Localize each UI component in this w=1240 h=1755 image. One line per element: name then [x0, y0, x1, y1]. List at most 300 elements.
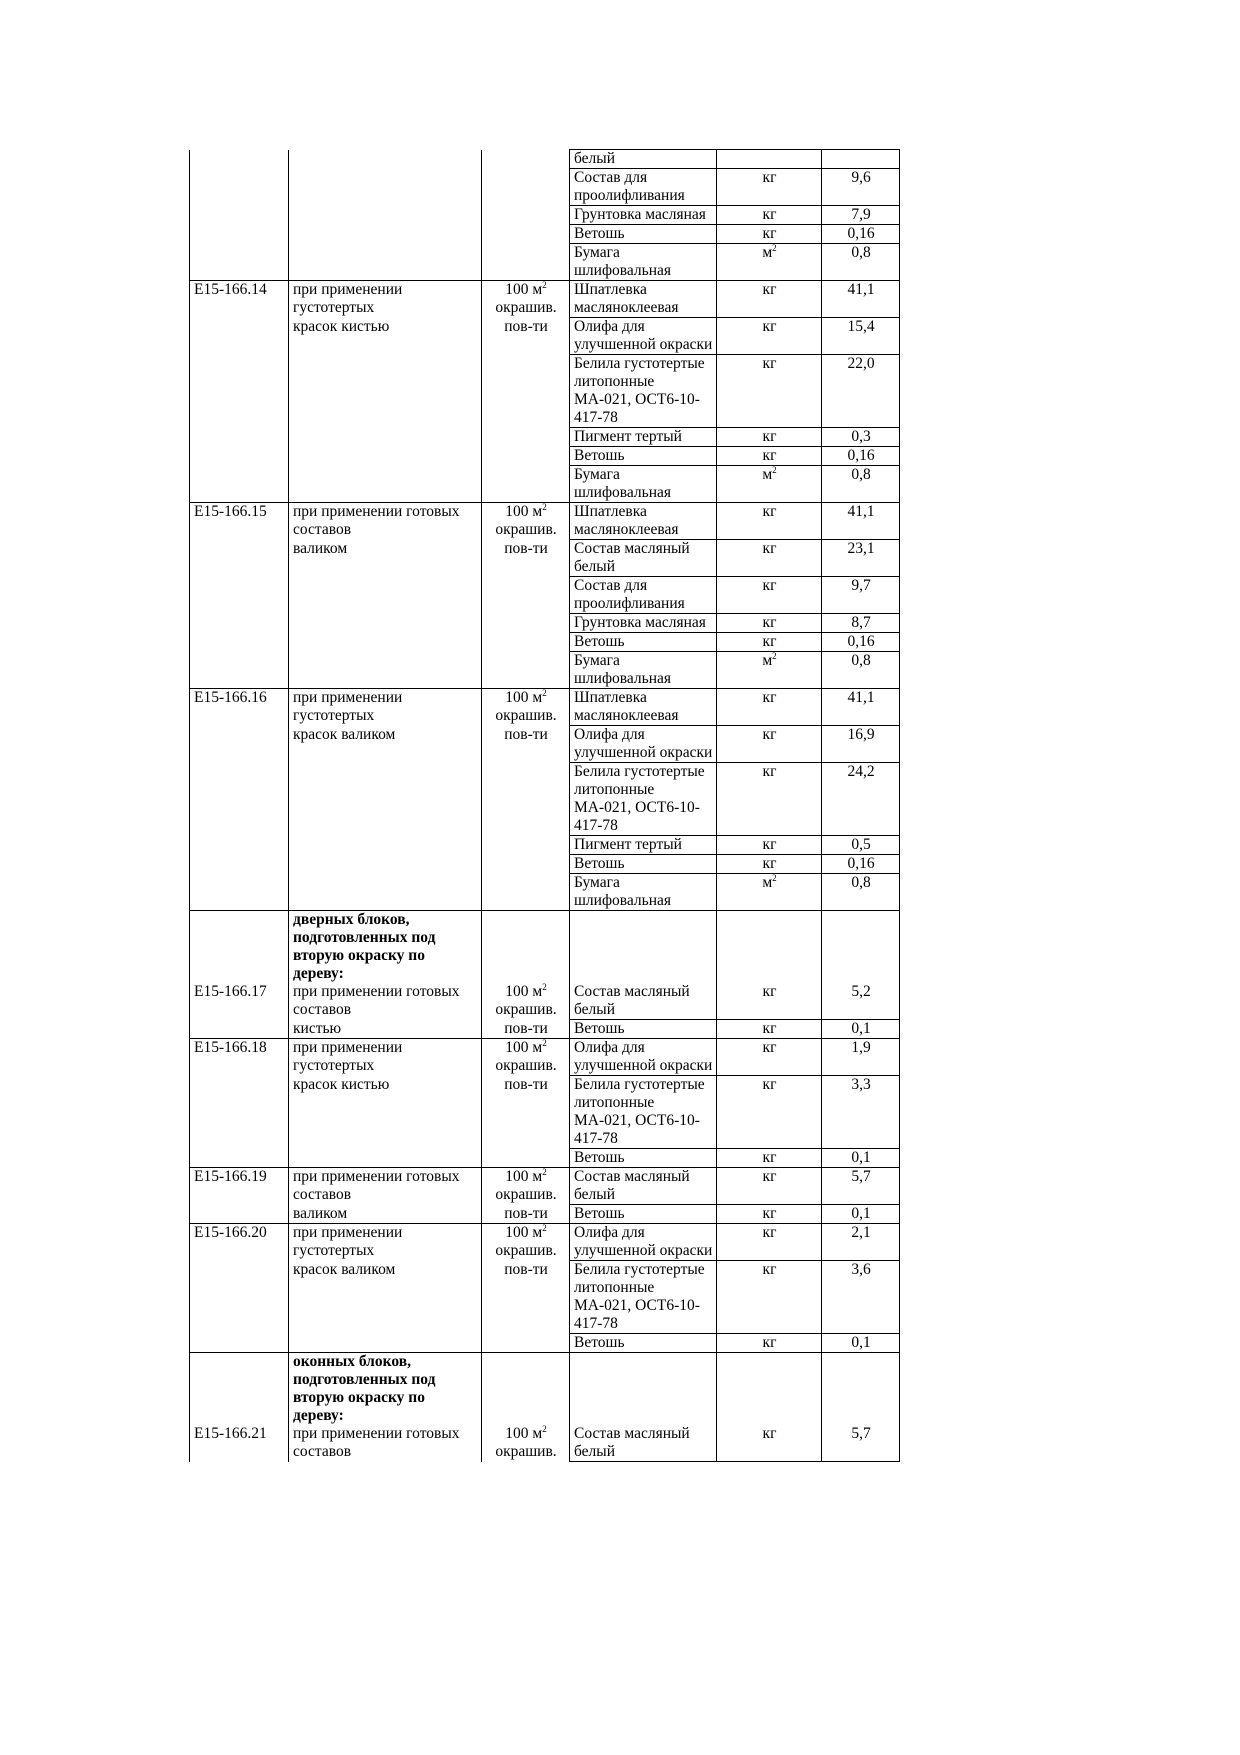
- material-name: Состав для проолифливания: [574, 169, 685, 204]
- table-row: [190, 169, 900, 206]
- spacer: [721, 1407, 818, 1425]
- material-name: Состав масляный белый: [574, 1425, 690, 1460]
- unit-value: 100 $м^2$: [505, 502, 547, 520]
- material-unit-cell: [717, 169, 822, 206]
- quantity-cell: [822, 540, 900, 577]
- table-row: [190, 1353, 900, 1462]
- description-cell: [289, 577, 482, 614]
- code-cell: [190, 281, 289, 318]
- code-cell: [190, 763, 289, 836]
- unit-cell: [482, 763, 570, 836]
- material-unit: кг: [762, 428, 777, 445]
- material-unit-cell: [717, 614, 822, 633]
- material-name: Шпатлевка масляноклеевая: [574, 689, 679, 724]
- unit-exponent: 2: [542, 982, 547, 992]
- unit-exponent: 2: [542, 502, 547, 512]
- table-row: [190, 1020, 900, 1039]
- material-unit: м: [762, 466, 773, 483]
- material-unit-cell: [717, 1224, 822, 1261]
- unit-exponent: 2: [542, 1167, 547, 1177]
- material-cell: [570, 447, 717, 466]
- spacer: [194, 1353, 285, 1371]
- material-unit-cell: [717, 1020, 822, 1039]
- quantity-value: 15,4: [847, 318, 875, 335]
- spacer: [194, 947, 285, 965]
- material-unit-cell: [717, 540, 822, 577]
- unit-cell: [482, 225, 570, 244]
- norm-code: Е15-166.16: [194, 689, 267, 706]
- norm-code: Е15-166.17: [194, 983, 267, 1000]
- material-unit-cell: [717, 503, 822, 540]
- material-cell: [570, 169, 717, 206]
- material-unit: кг: [762, 503, 777, 520]
- material-unit-cell: [717, 447, 822, 466]
- work-description: красок кистью: [293, 317, 390, 335]
- material-unit-cell: [717, 652, 822, 689]
- norm-code: Е15-166.19: [194, 1168, 267, 1185]
- quantity-value: 0,16: [847, 225, 875, 242]
- material-unit: м: [762, 244, 773, 261]
- material-unit: м: [762, 652, 773, 669]
- material-name: Шпатлевка масляноклеевая: [574, 281, 679, 316]
- spacer: [826, 1407, 896, 1425]
- description-cell: [289, 225, 482, 244]
- spacer: [574, 1353, 713, 1371]
- material-cell: [570, 1020, 717, 1039]
- quantity-value: 0,8: [851, 874, 871, 891]
- unit-cell: [482, 206, 570, 225]
- unit-value: 100 $м^2$: [505, 1223, 547, 1241]
- material-unit: кг: [762, 855, 777, 872]
- unit-cell: [482, 355, 570, 428]
- material-unit: кг: [762, 1224, 777, 1241]
- description-cell: [289, 169, 482, 206]
- section-heading: оконных блоков, подготовленных под вторую окраску по дереву:: [293, 1353, 436, 1424]
- spacer: [486, 929, 566, 947]
- work-description: валиком: [293, 539, 348, 557]
- unit-cell: [482, 1168, 570, 1205]
- work-description: красок валиком: [293, 1260, 396, 1278]
- material-name: Белила густотертые литопонные МА-021, ОСТ6-10-417-78: [574, 763, 705, 834]
- quantity-cell: [822, 169, 900, 206]
- quantity-value: 41,1: [847, 689, 875, 706]
- code-cell: [190, 874, 289, 911]
- table-row: [190, 1261, 900, 1334]
- unit-cell: [482, 614, 570, 633]
- material-cell: [570, 689, 717, 726]
- material-cell: [570, 150, 717, 169]
- unit-value: пов-ти: [504, 317, 548, 335]
- material-unit: кг: [762, 763, 777, 780]
- quantity-value: 5,7: [851, 1425, 871, 1442]
- code-cell: [190, 355, 289, 428]
- document-page: [189, 149, 899, 1594]
- material-unit: кг: [762, 614, 777, 631]
- material-name: Бумага шлифовальная: [574, 652, 671, 687]
- quantity-value: 0,16: [847, 633, 875, 650]
- material-unit-cell: [717, 206, 822, 225]
- quantity-cell: [822, 355, 900, 428]
- material-unit: кг: [762, 355, 777, 372]
- table-row: [190, 206, 900, 225]
- material-unit-exponent: 2: [772, 243, 777, 253]
- description-cell: [289, 503, 482, 540]
- material-name: Олифа для улучшенной окраски: [574, 318, 713, 353]
- quantity-cell: [822, 1149, 900, 1168]
- quantity-cell: [822, 633, 900, 652]
- unit-cell: [482, 1020, 570, 1039]
- table-row: [190, 1149, 900, 1168]
- material-name: Бумага шлифовальная: [574, 874, 671, 909]
- description-cell: [289, 1353, 482, 1462]
- unit-value: окрашив.: [495, 1057, 557, 1074]
- material-cell: [570, 763, 717, 836]
- spacer: [574, 929, 713, 947]
- material-unit: кг: [762, 577, 777, 594]
- unit-cell: [482, 1039, 570, 1076]
- unit-value: 100 $м^2$: [505, 1038, 547, 1056]
- material-name: Белила густотертые литопонные МА-021, ОСТ6-10-417-78: [574, 1076, 705, 1147]
- quantity-cell: [822, 1261, 900, 1334]
- spacer: [574, 947, 713, 965]
- table-row: [190, 1334, 900, 1353]
- description-cell: [289, 633, 482, 652]
- work-description: при применении готовых составов: [293, 503, 460, 538]
- material-cell: [570, 1168, 717, 1205]
- table-row: [190, 726, 900, 763]
- quantity-value: 41,1: [847, 503, 875, 520]
- table-row: [190, 281, 900, 318]
- unit-value: окрашив.: [495, 707, 557, 724]
- unit-value: окрашив.: [495, 521, 557, 538]
- unit-value: окрашив.: [495, 1001, 557, 1018]
- table-row: [190, 1205, 900, 1224]
- material-unit-cell: [717, 633, 822, 652]
- spacer: [486, 1353, 566, 1371]
- quantity-cell: [822, 1353, 900, 1462]
- work-description: при применении густотертых: [293, 1224, 403, 1259]
- description-cell: [289, 428, 482, 447]
- unit-exponent: 2: [542, 1038, 547, 1048]
- spacer: [486, 1407, 566, 1425]
- spacer: [574, 1389, 713, 1407]
- material-cell: [570, 281, 717, 318]
- quantity-cell: [822, 150, 900, 169]
- spacer: [721, 1371, 818, 1389]
- material-unit: кг: [762, 1334, 777, 1351]
- resource-norms-table: [189, 149, 900, 1462]
- material-cell: [570, 428, 717, 447]
- material-name: Состав для проолифливания: [574, 577, 685, 612]
- code-cell: [190, 614, 289, 633]
- material-unit: кг: [762, 540, 777, 557]
- material-unit-cell: [717, 1039, 822, 1076]
- material-unit-cell: [717, 1076, 822, 1149]
- work-description: красок валиком: [293, 725, 396, 743]
- unit-cell: [482, 281, 570, 318]
- material-unit: кг: [762, 318, 777, 335]
- unit-cell: [482, 428, 570, 447]
- table-row: [190, 577, 900, 614]
- code-cell: [190, 169, 289, 206]
- quantity-cell: [822, 689, 900, 726]
- code-cell: [190, 1039, 289, 1076]
- material-unit: кг: [762, 633, 777, 650]
- code-cell: [190, 150, 289, 169]
- material-unit: кг: [762, 1261, 777, 1278]
- material-unit-cell: [717, 318, 822, 355]
- spacer: [574, 965, 713, 983]
- unit-value: 100 $м^2$: [505, 688, 547, 706]
- code-cell: [190, 318, 289, 355]
- table-row: [190, 689, 900, 726]
- description-cell: [289, 911, 482, 1020]
- unit-cell: [482, 1149, 570, 1168]
- material-name: Белила густотертые литопонные МА-021, ОСТ6-10-417-78: [574, 355, 705, 426]
- material-cell: [570, 206, 717, 225]
- quantity-value: 22,0: [847, 355, 875, 372]
- material-cell: [570, 355, 717, 428]
- material-name: Бумага шлифовальная: [574, 466, 671, 501]
- spacer: [194, 929, 285, 947]
- material-cell: [570, 225, 717, 244]
- spacer: [721, 929, 818, 947]
- quantity-value: 0,8: [851, 466, 871, 483]
- quantity-value: 0,1: [851, 1020, 871, 1037]
- material-unit: кг: [762, 169, 777, 186]
- table-row: [190, 225, 900, 244]
- unit-value: пов-ти: [504, 725, 548, 743]
- material-unit-cell: [717, 689, 822, 726]
- material-cell: [570, 614, 717, 633]
- spacer: [574, 911, 713, 929]
- code-cell: [190, 1334, 289, 1353]
- unit-exponent: 2: [542, 1223, 547, 1233]
- quantity-cell: [822, 1020, 900, 1039]
- material-cell: [570, 1353, 717, 1462]
- description-cell: [289, 540, 482, 577]
- quantity-value: 5,2: [851, 983, 871, 1000]
- material-unit: кг: [762, 1020, 777, 1037]
- unit-cell: [482, 855, 570, 874]
- material-unit-cell: [717, 726, 822, 763]
- unit-cell: [482, 466, 570, 503]
- quantity-value: 9,7: [851, 577, 871, 594]
- description-cell: [289, 689, 482, 726]
- material-cell: [570, 318, 717, 355]
- spacer: [194, 965, 285, 983]
- quantity-cell: [822, 447, 900, 466]
- quantity-value: 0,1: [851, 1149, 871, 1166]
- unit-cell: [482, 577, 570, 614]
- quantity-value: 8,7: [851, 614, 871, 631]
- material-unit: кг: [762, 1039, 777, 1056]
- norm-code: Е15-166.21: [194, 1425, 267, 1442]
- quantity-cell: [822, 1039, 900, 1076]
- code-cell: [190, 206, 289, 225]
- description-cell: [289, 652, 482, 689]
- description-cell: [289, 1168, 482, 1205]
- quantity-cell: [822, 466, 900, 503]
- material-name: Олифа для улучшенной окраски: [574, 1039, 713, 1074]
- material-unit: кг: [762, 726, 777, 743]
- spacer: [721, 965, 818, 983]
- quantity-value: 23,1: [847, 540, 875, 557]
- description-cell: [289, 1261, 482, 1334]
- material-cell: [570, 540, 717, 577]
- material-name: Олифа для улучшенной окраски: [574, 1224, 713, 1259]
- quantity-cell: [822, 577, 900, 614]
- spacer: [574, 1371, 713, 1389]
- table-row: [190, 1076, 900, 1149]
- quantity-cell: [822, 318, 900, 355]
- description-cell: [289, 874, 482, 911]
- material-unit-cell: [717, 836, 822, 855]
- description-cell: [289, 1334, 482, 1353]
- unit-cell: [482, 652, 570, 689]
- code-cell: [190, 1076, 289, 1149]
- quantity-value: 9,6: [851, 169, 871, 186]
- material-cell: [570, 1039, 717, 1076]
- material-cell: [570, 911, 717, 1020]
- material-name: Ветошь: [574, 1205, 625, 1222]
- table-row: [190, 244, 900, 281]
- unit-value: окрашив.: [495, 1186, 557, 1203]
- code-cell: [190, 447, 289, 466]
- material-cell: [570, 1334, 717, 1353]
- work-description: при применении готовых составов: [293, 983, 460, 1018]
- material-cell: [570, 1224, 717, 1261]
- spacer: [194, 1407, 285, 1425]
- material-cell: [570, 652, 717, 689]
- unit-cell: [482, 874, 570, 911]
- material-unit-cell: [717, 1353, 822, 1462]
- code-cell: [190, 428, 289, 447]
- material-unit-cell: [717, 355, 822, 428]
- unit-value: 100 $м^2$: [505, 982, 547, 1000]
- unit-cell: [482, 244, 570, 281]
- unit-cell: [482, 1224, 570, 1261]
- table-row: [190, 1039, 900, 1076]
- material-unit-cell: [717, 1205, 822, 1224]
- norm-code: Е15-166.20: [194, 1224, 267, 1241]
- description-cell: [289, 1205, 482, 1224]
- unit-cell: [482, 1353, 570, 1462]
- code-cell: [190, 466, 289, 503]
- material-name: Пигмент тертый: [574, 836, 682, 853]
- material-unit: кг: [762, 1168, 777, 1185]
- material-unit-cell: [717, 1168, 822, 1205]
- norm-code: Е15-166.18: [194, 1039, 267, 1056]
- material-cell: [570, 836, 717, 855]
- code-cell: [190, 652, 289, 689]
- material-unit: кг: [762, 206, 777, 223]
- material-unit: кг: [762, 983, 777, 1000]
- table-row: [190, 874, 900, 911]
- material-cell: [570, 1205, 717, 1224]
- code-cell: [190, 1224, 289, 1261]
- material-name: Пигмент тертый: [574, 428, 682, 445]
- material-unit-cell: [717, 150, 822, 169]
- material-name: Ветошь: [574, 1334, 625, 1351]
- spacer: [721, 911, 818, 929]
- unit-cell: [482, 911, 570, 1020]
- material-name: Состав масляный белый: [574, 983, 690, 1018]
- unit-cell: [482, 1261, 570, 1334]
- table-row: [190, 836, 900, 855]
- material-unit-exponent: 2: [772, 873, 777, 883]
- material-unit: кг: [762, 1205, 777, 1222]
- spacer: [826, 965, 896, 983]
- spacer: [486, 1371, 566, 1389]
- unit-value: пов-ти: [504, 1075, 548, 1093]
- spacer: [194, 911, 285, 929]
- table-row: [190, 503, 900, 540]
- quantity-cell: [822, 1224, 900, 1261]
- norm-code: Е15-166.15: [194, 503, 267, 520]
- unit-cell: [482, 169, 570, 206]
- unit-value: пов-ти: [504, 1019, 548, 1037]
- code-cell: [190, 633, 289, 652]
- code-cell: [190, 1205, 289, 1224]
- spacer: [486, 965, 566, 983]
- code-cell: [190, 855, 289, 874]
- description-cell: [289, 466, 482, 503]
- material-unit: кг: [762, 1076, 777, 1093]
- quantity-cell: [822, 763, 900, 836]
- material-cell: [570, 466, 717, 503]
- spacer: [486, 911, 566, 929]
- quantity-value: 0,8: [851, 244, 871, 261]
- material-unit-cell: [717, 281, 822, 318]
- material-name: Ветошь: [574, 1020, 625, 1037]
- quantity-value: 3,3: [851, 1076, 871, 1093]
- quantity-value: 3,6: [851, 1261, 871, 1278]
- table-row: [190, 1224, 900, 1261]
- norm-code: Е15-166.14: [194, 281, 267, 298]
- table-row: [190, 150, 900, 169]
- work-description: при применении готовых составов: [293, 1168, 460, 1203]
- work-description: красок кистью: [293, 1075, 390, 1093]
- material-cell: [570, 874, 717, 911]
- material-name: Ветошь: [574, 633, 625, 650]
- material-cell: [570, 1261, 717, 1334]
- material-name: Ветошь: [574, 855, 625, 872]
- material-unit: кг: [762, 689, 777, 706]
- description-cell: [289, 1039, 482, 1076]
- unit-cell: [482, 836, 570, 855]
- unit-cell: [482, 318, 570, 355]
- unit-value: 100 $м^2$: [505, 280, 547, 298]
- description-cell: [289, 318, 482, 355]
- unit-cell: [482, 540, 570, 577]
- material-name: Бумага шлифовальная: [574, 244, 671, 279]
- unit-cell: [482, 503, 570, 540]
- quantity-value: 24,2: [847, 763, 875, 780]
- quantity-cell: [822, 428, 900, 447]
- code-cell: [190, 503, 289, 540]
- work-description: при применении густотертых: [293, 689, 403, 724]
- unit-cell: [482, 633, 570, 652]
- material-unit-cell: [717, 428, 822, 447]
- quantity-cell: [822, 874, 900, 911]
- material-unit-cell: [717, 855, 822, 874]
- material-unit-exponent: 2: [772, 465, 777, 475]
- spacer: [574, 1407, 713, 1425]
- material-unit-cell: [717, 1261, 822, 1334]
- section-heading: дверных блоков, подготовленных под вторую окраску по дереву:: [293, 911, 436, 982]
- spacer: [194, 1371, 285, 1389]
